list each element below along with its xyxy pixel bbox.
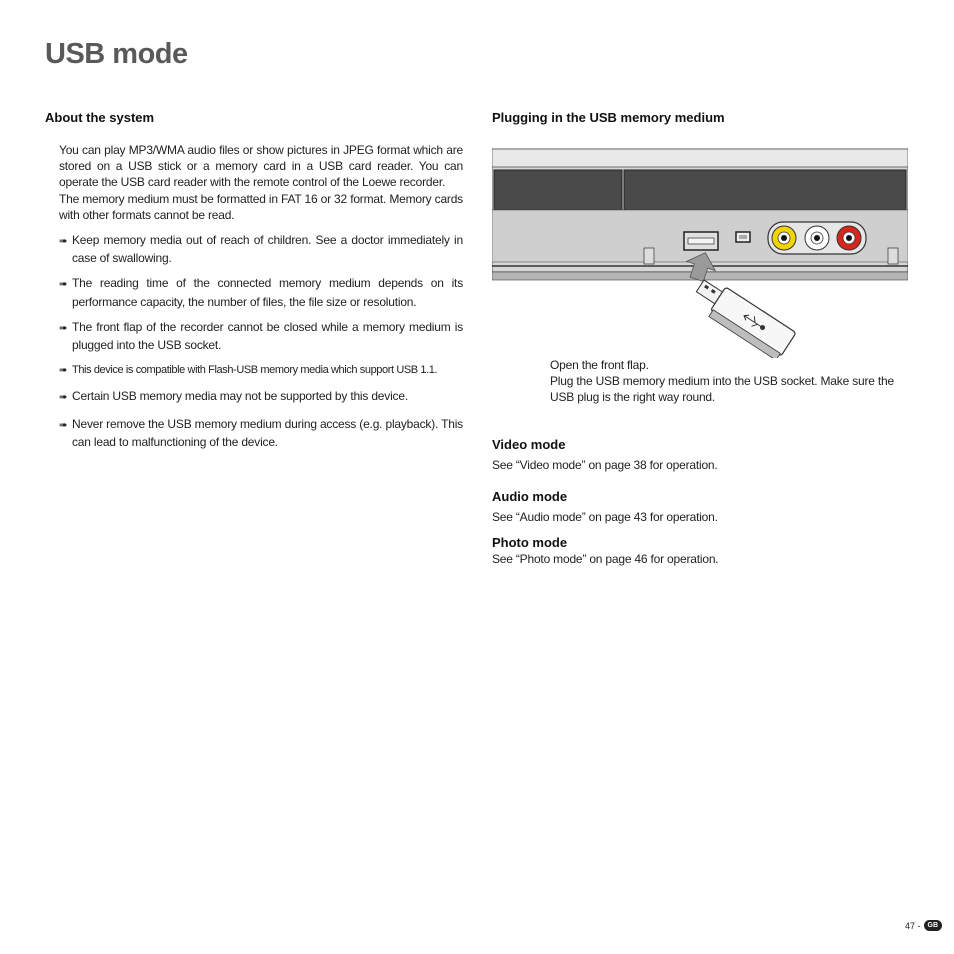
photo-mode-section xyxy=(492,535,908,567)
about-intro-1: You can play MP3/WMA audio files or show pictures in JPEG format which are stored on a USB stick or a memory card in a USB card reader. You can operate the USB card reader with the remote control of the Loewe recorder. xyxy=(59,143,463,190)
arrow-right-icon: ➠ xyxy=(59,322,68,334)
usb-stick-icon xyxy=(689,275,796,358)
audio-mode-text: See “Audio mode” on page 43 for operation. xyxy=(492,510,718,524)
photo-mode-text: See “Photo mode” on page 46 for operation. xyxy=(492,552,719,566)
list-item: ➠ This device is compatible with Flash-USB memory media which support USB 1.1. xyxy=(59,362,463,379)
step-2: Plug the USB memory medium into the USB socket. Make sure the USB plug is the right way round. xyxy=(550,374,894,405)
plugging-heading: Plugging in the USB memory medium xyxy=(492,110,725,125)
list-item: ➠ The reading time of the connected memory medium depends on its performance capacity, the number of files, the file size or resolution. xyxy=(59,276,463,309)
about-intro-2: The memory medium must be formatted in FAT 16 or 32 format. Memory cards with other formats cannot be read. xyxy=(59,191,463,222)
country-badge: GB xyxy=(924,920,943,931)
arrow-right-icon: ➠ xyxy=(59,236,68,248)
usb-socket-icon xyxy=(684,232,718,250)
dv-socket-icon xyxy=(736,232,750,242)
list-item: ➠ Certain USB memory media may not be supported by this device. xyxy=(59,388,463,406)
list-item: ➠ The front flap of the recorder cannot be closed while a memory medium is plugged into the USB socket. xyxy=(59,319,463,353)
arrow-right-icon: ➠ xyxy=(59,392,68,404)
list-item: ➠ Never remove the USB memory medium during access (e.g. playback). This can lead to malfunctioning of the device. xyxy=(59,416,463,449)
page-title: USB mode xyxy=(45,38,188,70)
arrow-right-icon: ➠ xyxy=(59,279,68,291)
recorder-front-panel-illustration xyxy=(492,148,908,358)
plugging-section xyxy=(492,110,908,125)
video-mode-heading: Video mode xyxy=(492,437,566,452)
page-number: 47 - xyxy=(904,920,921,931)
about-section xyxy=(45,110,463,450)
about-heading: About the system xyxy=(45,110,155,125)
plugging-instructions xyxy=(550,357,900,406)
about-intro xyxy=(59,142,463,223)
video-mode-text: See “Video mode” on page 38 for operation. xyxy=(492,458,718,472)
page-footer xyxy=(905,920,942,931)
arrow-right-icon: ➠ xyxy=(59,365,67,377)
list-item: ➠ Keep memory media out of reach of children. See a doctor immediately in case of swallowing. xyxy=(59,233,463,266)
video-mode-section xyxy=(492,437,908,473)
photo-mode-heading: Photo mode xyxy=(492,535,568,550)
audio-mode-section xyxy=(492,489,908,525)
step-1: Open the front flap. xyxy=(550,358,649,372)
audio-mode-heading: Audio mode xyxy=(492,489,568,504)
recorder-usb-illustration xyxy=(492,148,908,358)
av-jacks-icon xyxy=(768,222,866,254)
arrow-right-icon: ➠ xyxy=(59,419,68,431)
